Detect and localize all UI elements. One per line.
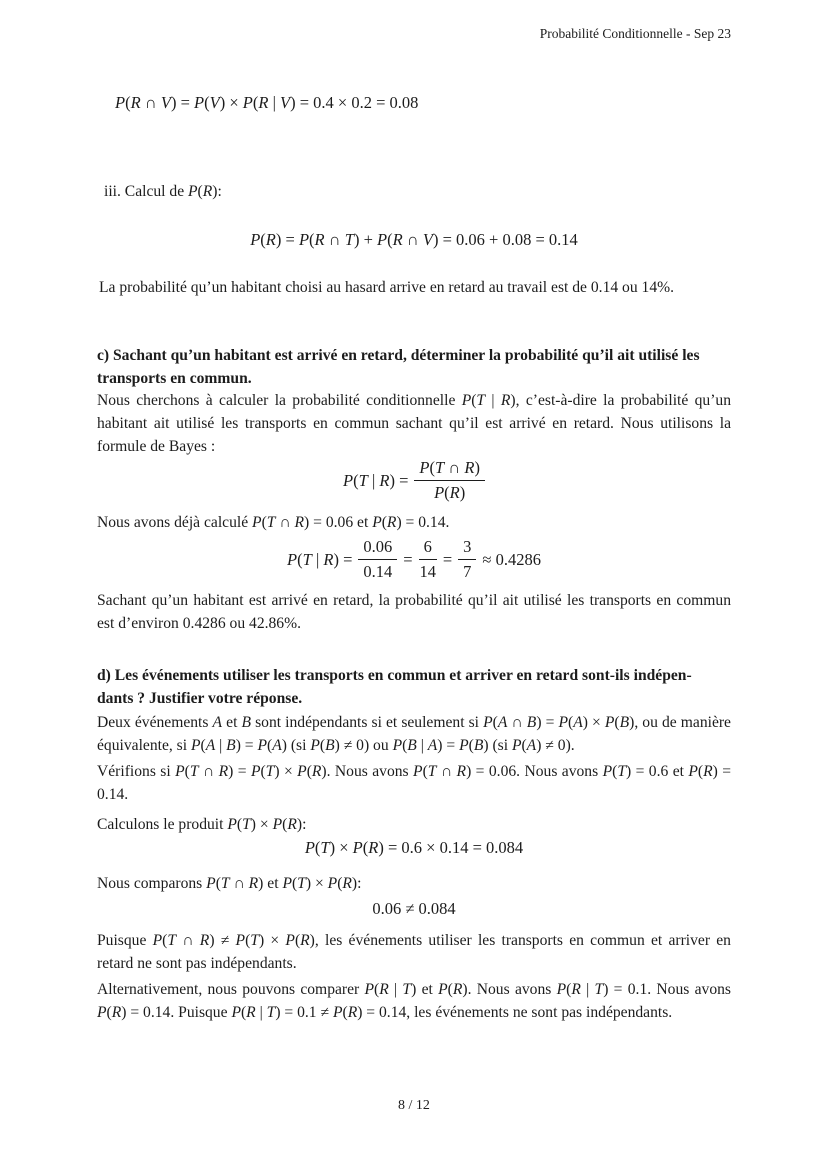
text-segment: , c’est-à-dire la probabilité qu’un habitant ait utilisé les transports en commun sachant qu’il est arrivé en retard. Nous utilisons la formule de Bayes : bbox=[97, 392, 731, 455]
math-segment: P(T ∩ R) bbox=[206, 875, 264, 892]
fraction bbox=[358, 537, 397, 582]
list-item-iii bbox=[104, 180, 731, 203]
math-segment: = bbox=[442, 549, 453, 569]
text-segment: : bbox=[357, 875, 362, 892]
math-segment: = bbox=[403, 549, 413, 569]
display-formula-tr bbox=[0, 537, 828, 582]
math-segment: P(T | R) = bbox=[343, 470, 409, 490]
math-segment: P(R) = P(R ∩ T) + P(R ∩ V) = 0.06 + 0.08 = 0.14 bbox=[250, 230, 578, 249]
fraction-denominator: 0.14 bbox=[363, 562, 393, 581]
paragraph-c-values bbox=[97, 511, 731, 534]
math-segment: P(R ∩ V) = P(V) × P(R | V) = 0.4 × 0.2 = 0.08 bbox=[115, 93, 419, 112]
math-segment: P(T) × P(R) = 0.6 × 0.14 = 0.084 bbox=[304, 838, 524, 857]
section-heading-c bbox=[97, 344, 731, 390]
fraction bbox=[458, 537, 476, 582]
heading-line: dants ? Justifier votre réponse. bbox=[97, 690, 303, 707]
math-segment: ≈ 0.4286 bbox=[482, 549, 541, 569]
paragraph-c-conclusion bbox=[97, 589, 731, 635]
text-segment: : bbox=[217, 183, 222, 200]
text-segment: Calculons le produit bbox=[97, 816, 228, 833]
math-segment: P(B | A) = P(B) bbox=[392, 737, 489, 754]
text-segment: et bbox=[353, 514, 373, 531]
math-segment: P(R) = 0.14 bbox=[97, 763, 732, 803]
paragraph-d-compare bbox=[97, 872, 731, 895]
fraction bbox=[419, 537, 437, 582]
math-segment: P(T ∩ R) = P(T) × P(R) bbox=[175, 763, 327, 780]
math-segment: P(B) ≠ 0 bbox=[310, 737, 364, 754]
text-segment: Deux événements bbox=[97, 714, 213, 731]
math-segment: P(T | R) bbox=[461, 392, 516, 409]
text-segment: Nous cherchons à calculer la probabilité conditionnelle bbox=[97, 392, 462, 409]
paragraph-d-definition bbox=[97, 711, 731, 757]
math-segment: P(T ∩ R) ≠ P(T) × P(R) bbox=[152, 932, 315, 949]
display-formula-r bbox=[0, 230, 828, 250]
math-segment: P(R | T) bbox=[364, 981, 417, 998]
text-segment: iii. Calcul de bbox=[104, 183, 189, 200]
math-segment: P(A | B) = P(A) bbox=[190, 737, 287, 754]
text-segment: . Nous avons bbox=[516, 763, 603, 780]
text-segment: . Nous avons bbox=[647, 981, 731, 998]
fraction-denominator: P(R) bbox=[434, 483, 466, 502]
text-segment: Alternativement, nous pouvons comparer bbox=[97, 981, 365, 998]
heading-line: transports en commun. bbox=[97, 370, 252, 387]
text-segment: et bbox=[668, 763, 689, 780]
heading-line: c) Sachant qu’un habitant est arrivé en retard, déterminer la probabilité qu’il ait utilisé les bbox=[97, 347, 700, 364]
text-segment: . bbox=[124, 786, 129, 803]
math-segment: 0.06 ≠ 0.084 bbox=[372, 899, 456, 918]
fraction-numerator: 6 bbox=[419, 537, 437, 560]
text-segment: Vérifions si bbox=[97, 763, 176, 780]
display-formula-rnv bbox=[115, 93, 418, 113]
display-formula-bayes bbox=[0, 458, 828, 503]
text-segment: . Puisque bbox=[170, 1004, 232, 1021]
text-segment: Sachant qu’un habitant est arrivé en retard, la probabilité qu’il ait utilisé les transports en commun est d’environ 0.4286 ou 42.86%. bbox=[97, 592, 731, 632]
paragraph-d-alternative bbox=[97, 978, 731, 1024]
section-heading-d bbox=[97, 664, 731, 710]
page-number: 8 / 12 bbox=[398, 1098, 430, 1113]
page-header-title: Probabilité Conditionnelle - Sep 23 bbox=[539, 26, 731, 41]
fraction-denominator: 14 bbox=[419, 562, 436, 581]
display-formula-inequality bbox=[0, 899, 828, 919]
paragraph-result-r bbox=[99, 276, 739, 299]
math-segment: A bbox=[212, 714, 223, 731]
math-segment: P(R | T) = 0.1 ≠ P(R) = 0.14 bbox=[231, 1004, 407, 1021]
text-segment: sont indépendants si et seulement si bbox=[251, 714, 484, 731]
text-segment: . Nous avons bbox=[467, 981, 557, 998]
text-segment: Nous avons déjà calculé bbox=[97, 514, 253, 531]
math-segment: P(A) ≠ 0 bbox=[511, 737, 566, 754]
text-segment: ). bbox=[565, 737, 575, 754]
text-segment: et bbox=[263, 875, 283, 892]
math-segment: P(R) = 0.14 bbox=[372, 514, 446, 531]
text-segment: , les événements ne sont pas indépendants. bbox=[406, 1004, 673, 1021]
math-segment: P(T) × P(R) bbox=[282, 875, 358, 892]
display-formula-product bbox=[0, 838, 828, 858]
paragraph-c-intro bbox=[97, 389, 731, 458]
text-segment: (si bbox=[488, 737, 512, 754]
math-segment: P(R) bbox=[188, 183, 218, 200]
text-segment: La probabilité qu’un habitant choisi au hasard arrive en retard au travail est de 0.14 ou 14%. bbox=[99, 279, 675, 296]
text-segment: et bbox=[222, 714, 242, 731]
paragraph-d-verification bbox=[97, 760, 731, 806]
text-segment: , ou de manière équivalente, si bbox=[97, 714, 731, 754]
math-segment: P(T | R) = bbox=[287, 549, 353, 569]
fraction-numerator: 3 bbox=[458, 537, 476, 560]
fraction bbox=[414, 458, 485, 503]
paragraph-d-product bbox=[97, 813, 731, 836]
math-segment: P(T ∩ R) = 0.06 bbox=[252, 514, 354, 531]
math-segment: B bbox=[241, 714, 252, 731]
math-segment: P(R) bbox=[438, 981, 468, 998]
text-segment: , les événements utiliser les transports en commun et arriver en retard ne sont pas indépendants. bbox=[97, 932, 731, 972]
math-segment: P(R | T) = 0.1 bbox=[556, 981, 648, 998]
fraction-numerator: 0.06 bbox=[358, 537, 397, 560]
text-segment: Nous comparons bbox=[97, 875, 207, 892]
text-segment: (si bbox=[286, 737, 311, 754]
text-segment: ) ou bbox=[363, 737, 393, 754]
fraction-denominator: 7 bbox=[463, 562, 472, 581]
text-segment: et bbox=[416, 981, 439, 998]
fraction-numerator: P(T ∩ R) bbox=[414, 458, 485, 481]
heading-line: d) Les événements utiliser les transports en commun et arriver en retard sont-ils indépen- bbox=[97, 667, 692, 684]
text-segment: Puisque bbox=[97, 932, 153, 949]
math-segment: P(T) × P(R) bbox=[227, 816, 303, 833]
paragraph-d-conclusion bbox=[97, 929, 731, 975]
text-segment: . Nous avons bbox=[326, 763, 414, 780]
text-segment: : bbox=[302, 816, 307, 833]
text-segment: . bbox=[445, 514, 450, 531]
math-segment: P(T ∩ R) = 0.06 bbox=[413, 763, 517, 780]
math-segment: P(T) = 0.6 bbox=[602, 763, 669, 780]
math-segment: P(A ∩ B) = P(A) × P(B) bbox=[483, 714, 635, 731]
math-segment: P(R) = 0.14 bbox=[97, 1004, 171, 1021]
